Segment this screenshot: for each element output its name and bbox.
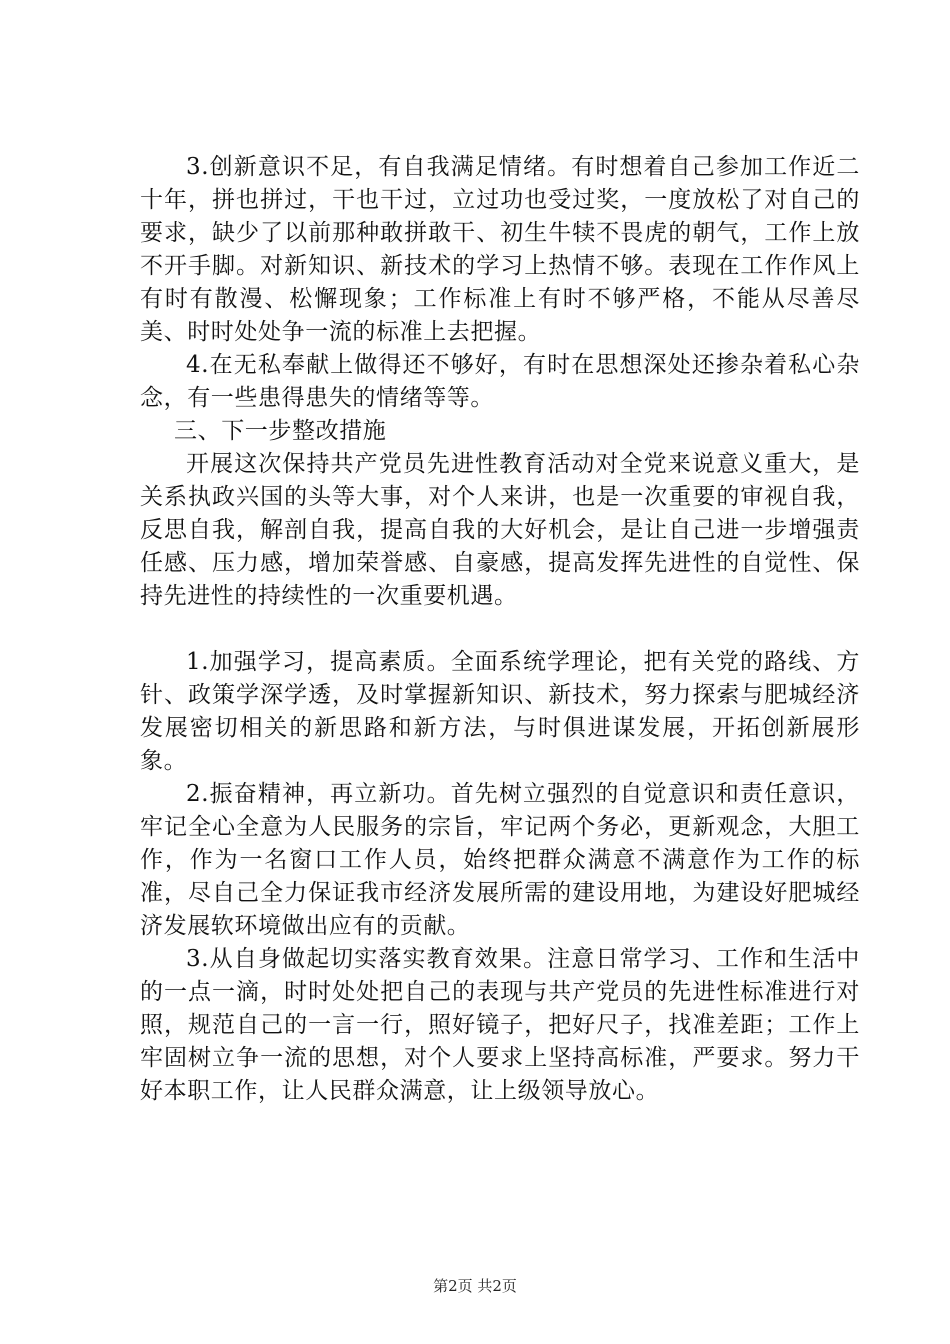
document-body [140, 151, 860, 1108]
paragraph-inspire-spirit: 2.振奋精神，再立新功。首先树立强烈的自觉意识和责任意识，牢记全心全意为人民服务的宗旨，牢记两个务必，更新观念，大胆工作，作为一名窗口工作人员，始终把群众满意不满意作为工作的标准，尽自己全力保证我市经济发展所需的建设用地，为建设好肥城经济发展软环境做出应有的贡献。 [140, 781, 860, 939]
paragraph-start-from-self: 3.从自身做起切实落实教育效果。注意日常学习、工作和生活中的一点一滴，时时处处把自己的表现与共产党员的先进性标准进行对照，规范自己的一言一行，照好镜子，把好尺子，找准差距；工作上牢固树立争一流的思想，对个人要求上坚持高标准，严要求。努力干好本职工作，让人民群众满意，让上级领导放心。 [140, 946, 860, 1104]
paragraph-strengthen-study: 1.加强学习，提高素质。全面系统学理论，把有关党的路线、方针、政策学深学透，及时掌握新知识、新技术，努力探索与肥城经济发展密切相关的新思路和新方法，与时俱进谋发展，开拓创新展形象。 [140, 649, 860, 774]
page-footer: 第2页 共2页 [433, 1277, 517, 1295]
paragraph-innovation-awareness: 3.创新意识不足，有自我满足情绪。有时想着自己参加工作近二十年，拼也拼过，干也干过，立过功也受过奖，一度放松了对自己的要求，缺少了以前那种敢拼敢干、初生牛犊不畏虎的朝气，工作上放不开手脚。对新知识、新技术的学习上热情不够。表现在工作作风上有时有散漫、松懈现象；工作标准上有时不够严格，不能从尽善尽美、时时处处争一流的标准上去把握。 [140, 154, 860, 345]
paragraph-education-activity: 开展这次保持共产党员先进性教育活动对全党来说意义重大，是关系执政兴国的头等大事，对个人来讲，也是一次重要的审视自我，反思自我，解剖自我，提高自我的大好机会，是让自己进一步增强责任感、压力感，增加荣誉感、自豪感，提高发挥先进性的自觉性、保持先进性的持续性的一次重要机遇。 [140, 451, 860, 609]
paragraph-selfless-dedication: 4.在无私奉献上做得还不够好，有时在思想深处还掺杂着私心杂念，有一些患得患失的情绪等等。 [140, 352, 860, 411]
section-heading-rectification: 三、下一步整改措施 [174, 418, 387, 444]
